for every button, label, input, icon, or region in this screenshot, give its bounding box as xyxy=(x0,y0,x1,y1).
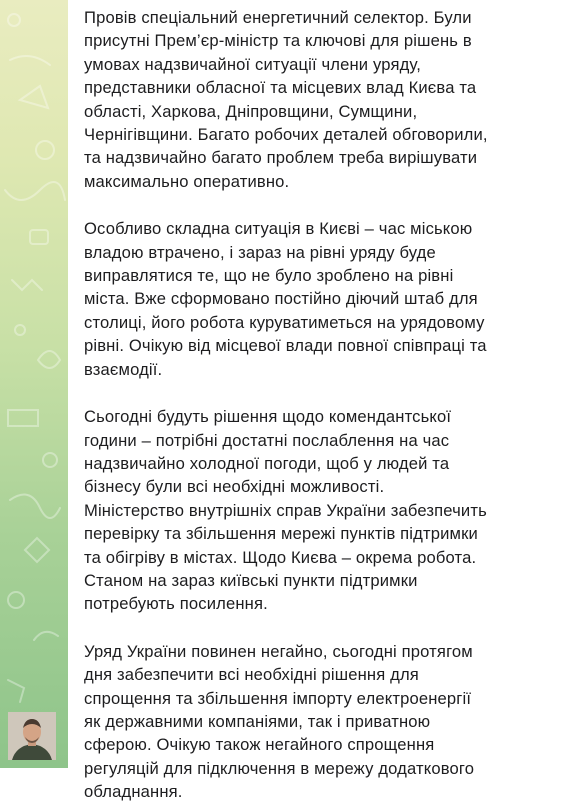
text-line: рівні. Очікую від місцевої влади повної співпраці та xyxy=(84,336,487,356)
message-paragraph-4 xyxy=(84,640,543,804)
message-bubble[interactable] xyxy=(68,0,563,802)
sender-avatar[interactable] xyxy=(8,712,56,760)
text-line: області, Харкова, Дніпровщини, Сумщини, xyxy=(84,101,418,121)
text-line: взаємодії. xyxy=(84,359,163,379)
text-line: як державними компаніями, так і приватною xyxy=(84,711,431,731)
text-line: надзвичайно холодної погоди, щоб у людей та xyxy=(84,453,450,473)
text-line: сферою. Очікую також негайного спрощення xyxy=(84,735,435,755)
text-line: перевірку та збільшення мережі пунктів підтримки xyxy=(84,524,478,544)
doodle-pattern-icon xyxy=(0,0,68,768)
message-paragraph-2 xyxy=(84,217,543,381)
text-line: представники обласної та місцевих влад Києва та xyxy=(84,78,477,98)
text-line: Станом на зараз київські пункти підтримки xyxy=(84,570,418,590)
message-paragraph-3 xyxy=(84,405,543,616)
text-line: максимально оперативно. xyxy=(84,171,290,191)
text-line: дня забезпечити всі необхідні рішення для xyxy=(84,665,419,685)
text-line: владою втрачено, і зараз на рівні уряду буде xyxy=(84,242,436,262)
text-line: Особливо складна ситуація в Києві – час міською xyxy=(84,219,473,239)
text-line: присутні Прем’єр-міністр та ключові для рішень в xyxy=(84,31,472,51)
text-line: години – потрібні достатні послаблення на час xyxy=(84,430,450,450)
text-line: та надзвичайно багато проблем треба вирішувати xyxy=(84,148,478,168)
text-line: регуляцій для підключення в мережу додаткового xyxy=(84,758,475,778)
text-line: та обігріву в містах. Щодо Києва – окрема робота. xyxy=(84,547,477,567)
text-line: Міністерство внутрішніх справ України забезпечить xyxy=(84,500,487,520)
text-line: спрощення та збільшення імпорту електроенергії xyxy=(84,688,472,708)
avatar-portrait-icon xyxy=(8,712,56,760)
text-line: потребують посилення. xyxy=(84,594,268,614)
text-line: Провів спеціальний енергетичний селектор. Були xyxy=(84,8,472,27)
text-line: столиці, його робота куруватиметься на урядовому xyxy=(84,312,485,332)
text-line: Чернігівщини. Багато робочих деталей обговорили, xyxy=(84,125,488,145)
text-line: виправлятися те, що не було зроблено на рівні xyxy=(84,266,454,286)
text-line: Сьогодні будуть рішення щодо комендантської xyxy=(84,407,452,427)
text-line: Уряд України повинен негайно, сьогодні протягом xyxy=(84,641,473,661)
text-line: обладнання. xyxy=(84,782,183,802)
text-line: міста. Вже сформовано постійно діючий штаб для xyxy=(84,289,478,309)
message-paragraph-1 xyxy=(84,6,543,193)
text-line: бізнесу були всі необхідні можливості. xyxy=(84,477,385,497)
text-line: умовах надзвичайної ситуації члени уряду, xyxy=(84,54,421,74)
